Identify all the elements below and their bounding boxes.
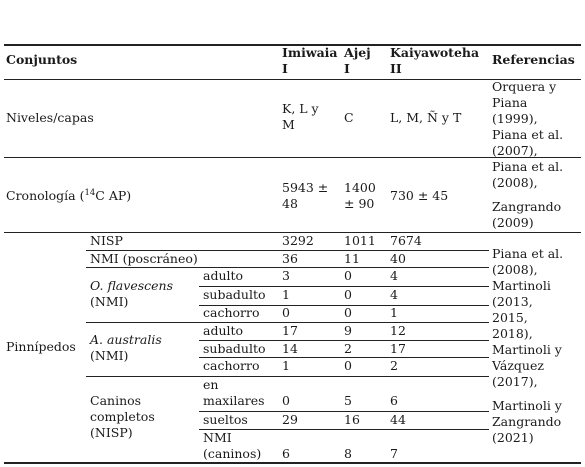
reference-text: Zangrando: [492, 414, 562, 429]
species-unit: (NMI): [90, 348, 129, 363]
cell-value: 12: [390, 323, 406, 338]
cell-value: 2: [344, 341, 352, 356]
header-ajej: I: [344, 61, 350, 76]
cell-value: 0: [282, 305, 290, 320]
sub-row-label: subadulto: [203, 287, 266, 302]
cell-value: 1011: [344, 233, 376, 248]
header-kaiyawoteha: Kaiyawoteha: [390, 45, 480, 60]
header-ajej: Ajej: [344, 45, 371, 60]
cell-value: 0: [344, 358, 352, 373]
sub-row-label: maxilares: [203, 393, 265, 408]
cronologia-label-superscript: 14: [84, 188, 96, 198]
cell-value: 5943 ±: [282, 180, 329, 195]
cell-value: 1: [390, 305, 398, 320]
sub-row-divider: [86, 376, 489, 377]
cell-value: 9: [344, 323, 352, 338]
species-label-flavescens: O. flavescens: [90, 278, 173, 293]
cell-value: 5: [344, 393, 352, 408]
cell-value: 11: [344, 251, 360, 266]
cell-value: 0: [344, 305, 352, 320]
reference-text: (2008),: [492, 175, 538, 190]
sub-row-label: sueltos: [203, 412, 248, 427]
cronologia-label-prefix: Cronología (: [6, 188, 85, 203]
reference-text: Martinoli y: [492, 342, 562, 357]
header-kaiyawoteha: II: [390, 61, 402, 76]
reference-text: 2015,: [492, 310, 528, 325]
cell-value: 8: [344, 446, 352, 461]
cell-value: M: [282, 117, 295, 132]
sub-row-label: (caninos): [203, 446, 262, 461]
reference-text: (2009): [492, 215, 534, 230]
cell-value: 730 ± 45: [390, 188, 449, 203]
reference-text: Orquera y: [492, 79, 557, 94]
cell-value: C: [344, 110, 354, 125]
header-referencias: Referencias: [492, 52, 575, 67]
reference-text: Piana: [492, 95, 528, 110]
reference-text: Martinoli y: [492, 398, 562, 413]
header-conjuntos: Conjuntos: [6, 52, 78, 67]
cell-value: 6: [390, 393, 398, 408]
reference-text: (2021): [492, 430, 534, 445]
cell-value: 0: [344, 287, 352, 302]
caninos-label: Caninos: [90, 393, 142, 408]
reference-text: Piana et al.: [492, 127, 564, 142]
reference-text: Zangrando: [492, 199, 562, 214]
sub-row-divider: [199, 429, 489, 430]
reference-text: (2013,: [492, 294, 533, 309]
sub-row-label: en: [203, 377, 219, 392]
reference-text: (1999),: [492, 111, 538, 126]
reference-text: Martinoli: [492, 278, 551, 293]
reference-text: Vázquez: [492, 358, 544, 373]
sub-row-label: subadulto: [203, 341, 266, 356]
cell-value: 17: [390, 341, 406, 356]
cell-value: 2: [390, 358, 398, 373]
sub-row-label: cachorro: [203, 358, 260, 373]
cell-value: 4: [390, 287, 398, 302]
cell-value: 7674: [390, 233, 422, 248]
reference-text: (2008),: [492, 262, 538, 277]
cell-value: 29: [282, 412, 298, 427]
sub-row-label: NMI: [203, 430, 232, 445]
cell-value: 1400: [344, 180, 376, 195]
cell-value: 1: [282, 287, 290, 302]
cell-value: 36: [282, 251, 298, 266]
sub-row-label: adulto: [203, 268, 244, 283]
cell-value: 3: [282, 268, 290, 283]
cell-value: 16: [344, 412, 360, 427]
row-label-cronologia: [6, 188, 131, 204]
cell-value: 4: [390, 268, 398, 283]
reference-text: (2017),: [492, 374, 538, 389]
cell-value: ± 90: [344, 196, 375, 211]
cell-value: 48: [282, 196, 298, 211]
cell-value: 44: [390, 412, 406, 427]
cell-value: 3292: [282, 233, 314, 248]
cell-value: 0: [282, 393, 290, 408]
row-label-nisp: NISP: [90, 233, 123, 248]
reference-text: Piana et al.: [492, 159, 564, 174]
cell-value: K, L y: [282, 101, 319, 116]
cell-value: 6: [282, 446, 290, 461]
table-bottom-rule: [4, 462, 581, 464]
reference-text: 2018),: [492, 326, 533, 341]
sub-row-label: adulto: [203, 323, 244, 338]
cell-value: 7: [390, 446, 398, 461]
header-imiwaia: I: [282, 61, 288, 76]
caninos-label: completos: [90, 409, 155, 424]
caninos-label: (NISP): [90, 425, 133, 440]
row-label-pinnipedos: Pinnípedos: [6, 339, 76, 354]
cell-value: 1: [282, 358, 290, 373]
reference-text: Piana et al.: [492, 246, 564, 261]
cell-value: 40: [390, 251, 406, 266]
cronologia-label-suffix: C AP): [95, 188, 132, 203]
row-label-nmi: NMI (poscráneo): [90, 251, 198, 266]
sub-row-label: cachorro: [203, 305, 260, 320]
species-label-australis: A. australis: [90, 332, 162, 347]
cell-value: L, M, Ñ y T: [390, 110, 462, 125]
header-imiwaia: Imiwaia: [282, 45, 338, 60]
reference-text: (2007),: [492, 143, 538, 158]
cell-value: 0: [344, 268, 352, 283]
cell-value: 17: [282, 323, 298, 338]
row-label-niveles: Niveles/capas: [6, 110, 94, 125]
cell-value: 14: [282, 341, 298, 356]
species-unit: (NMI): [90, 294, 129, 309]
